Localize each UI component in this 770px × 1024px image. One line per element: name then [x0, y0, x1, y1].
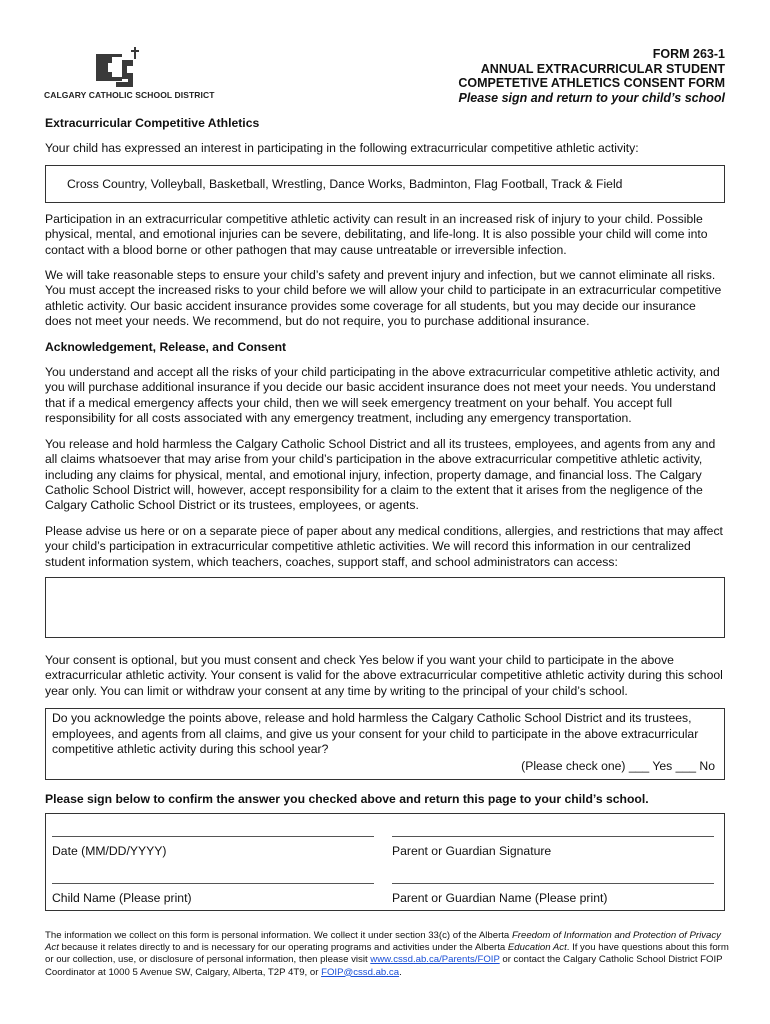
yes-label: Yes [652, 759, 673, 774]
sign-instruction: Please sign below to confirm the answer you checked above and return this page to your child’s school. [45, 791, 649, 806]
section-title: Extracurricular Competitive Athletics [45, 116, 260, 130]
parent-name-field[interactable] [392, 883, 714, 906]
parent-signature-label: Parent or Guardian Signature [392, 844, 552, 859]
form-body [45, 116, 725, 911]
release-paragraph: You release and hold harmless the Calgary Catholic School District and all its trustees, employees, and agents from any and all claims whatsoever that may arise from your child’s participation in the above extracurricular competitive athletic activity, including any claims for physical, mental, and emotional injury, infection, property damage, and financial loss. The Calgary Catholic School District will, however, accept responsibility for a claim to the extent that it arises from the negligence of the Calgary Catholic School District or its trustees, employees, or agents. [45, 436, 716, 513]
consent-check-line [52, 759, 718, 774]
district-name: CALGARY CATHOLIC SCHOOL DISTRICT [44, 90, 215, 100]
foip-text-5: . [399, 966, 402, 978]
child-name-field[interactable] [52, 883, 374, 906]
understand-paragraph: You understand and accept all the risks of your child participating in the above extracurricular competitive athletic activity, and you will purchase additional insurance if you decide our basic accident insurance does not meet your needs. You understand that if a medical emergency affects your child, then we will seek emergency treatment on your behalf. You accept full responsibility for all costs associated with any emergency treatment, including any emergency transportation. [45, 365, 720, 426]
form-number: FORM 263-1 [652, 47, 725, 61]
medical-info-field[interactable] [45, 577, 725, 638]
signature-box [45, 813, 725, 911]
foip-text-3: . If you have questions about this form or our collection, use, or disclosure of personal information, then please visit [45, 942, 729, 966]
date-field[interactable] [52, 836, 374, 859]
foip-act-name: Freedom of Information and Protection of Privacy Act [45, 930, 721, 954]
child-name-label: Child Name (Please print) [52, 891, 192, 906]
check-prompt: (Please check one) [521, 759, 626, 774]
form-header [458, 47, 725, 105]
form-title-line-1: ANNUAL EXTRACURRICULAR STUDENT [480, 61, 725, 76]
acknowledgement-title: Acknowledgement, Release, and Consent [45, 339, 287, 354]
intro-text: Your child has expressed an interest in participating in the following extracurricular competitive athletic activity: [45, 141, 639, 156]
no-label: No [699, 759, 715, 774]
foip-text-1: The information we collect on this form is personal information. We collect it under section 33(c) of the Alberta [45, 930, 512, 941]
parent-signature-field[interactable] [392, 836, 714, 859]
education-act-name: Education Act [507, 942, 567, 954]
form-title-line-2: COMPETETIVE ATHLETICS CONSENT FORM [458, 76, 725, 90]
yes-check-blank[interactable]: ___ [628, 759, 650, 774]
cssd-logo-mark-icon [96, 47, 139, 87]
foip-notice [45, 930, 729, 979]
date-line [52, 836, 374, 837]
foip-text-2: because it relates directly to and is necessary for our operating programs and activities under the Alberta [58, 942, 508, 954]
return-instruction: Please sign and return to your child’s school [458, 90, 725, 105]
date-label: Date (MM/DD/YYYY) [52, 844, 167, 859]
foip-text-4: or contact the Calgary Catholic School District FOIP Coordinator at 1000 5 Avenue SW, Calgary, Alberta, T2P 4T9, or [45, 954, 723, 978]
steps-paragraph: We will take reasonable steps to ensure your child’s safety and prevent injury and infection, but we cannot eliminate all risks. You must accept the increased risks to your child before we will allow your child to participate in an extracurricular competitive athletic activity. Our basic accident insurance provides some coverage for all students, but you may decide our insurance does not meet your needs. We recommend, but do not require, you to purchase additional insurance. [45, 268, 722, 329]
parent-name-line [392, 883, 714, 884]
consent-question: Do you acknowledge the points above, release and hold harmless the Calgary Catholic School District and its trustees, employees, and agents from all claims, and give us your consent for your child to participate in the above extracurricular competitive athletic activity during this school year? [52, 711, 699, 756]
foip-link[interactable]: www.cssd.ab.ca/Parents/FOIP [370, 954, 500, 966]
advise-paragraph: Please advise us here or on a separate piece of paper about any medical conditions, allergies, and restrictions that may affect your child’s participation in extracurricular competitive athletic activities. We will record this information in our centralized student information system, which teachers, coaches, support staff, and school administrators can access: [45, 523, 723, 569]
consent-question-box [45, 708, 725, 780]
risk-paragraph: Participation in an extracurricular competitive athletic activity can result in an increased risk of injury to your child. Possible physical, mental, and emotional injuries can be severe, debilitating, and life-long. It is also possible your child will come into contact with a blood borne or other pathogen that may cause untreatable or irreversible infection. [45, 211, 708, 257]
parent-name-label: Parent or Guardian Name (Please print) [392, 891, 608, 906]
no-check-blank[interactable]: ___ [675, 759, 697, 774]
child-name-line [52, 883, 374, 884]
foip-email-link[interactable]: FOIP@cssd.ab.ca [321, 966, 400, 978]
consent-paragraph: Your consent is optional, but you must consent and check Yes below if you want your child to participate in the above extracurricular athletic activity. Your consent is valid for the above extracurricular competitive athletic activity during this school year only. You can limit or withdraw your consent at any time by writing to the principal of your child’s school. [45, 652, 723, 698]
parent-signature-line [392, 836, 714, 837]
activities-box: Cross Country, Volleyball, Basketball, Wrestling, Dance Works, Badminton, Flag Football, Track & Field [45, 165, 725, 203]
